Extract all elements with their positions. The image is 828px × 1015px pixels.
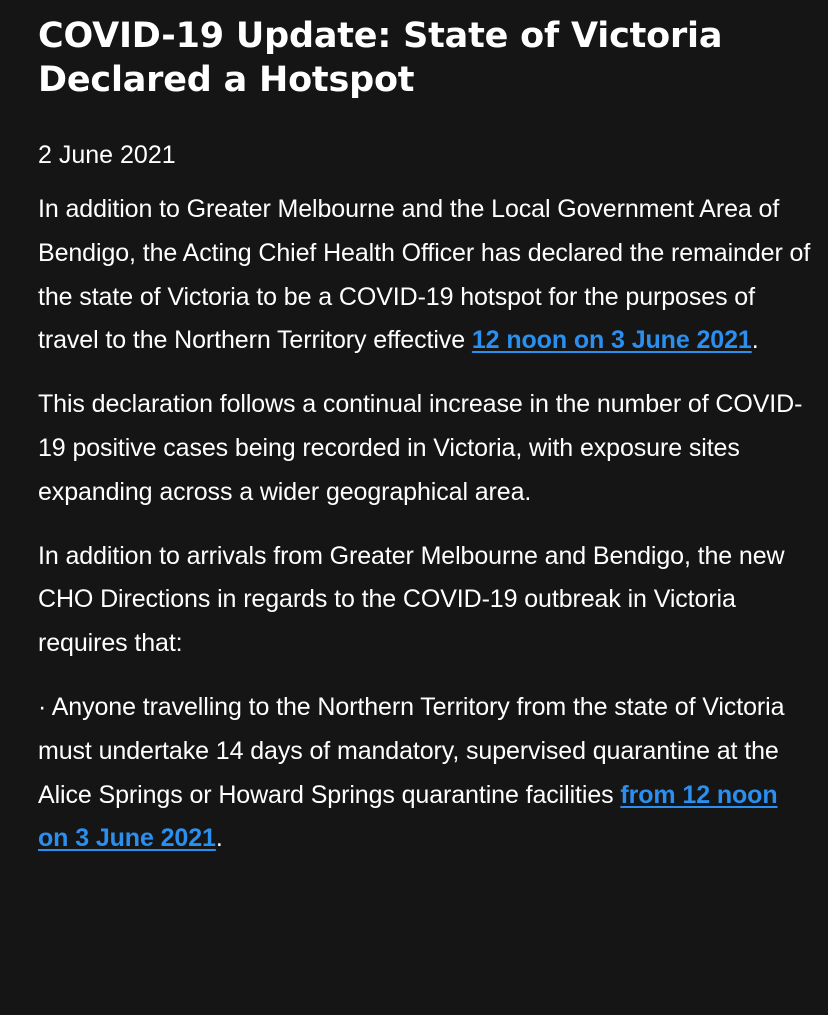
article-date: 2 June 2021 bbox=[38, 141, 176, 169]
article-title: COVID-19 Update: State of Victoria Declared a Hotspot bbox=[38, 16, 723, 100]
paragraph-end: . bbox=[215, 824, 223, 853]
paragraph-text: · Anyone travelling to the Northern Territory from the state of Victoria must undertake 14 days of mandatory, supervised quarantine at the Alice Springs or Howard Springs quarantine facilities bbox=[38, 692, 785, 809]
effective-date-link[interactable]: 12 noon on 3 June 2021 bbox=[471, 326, 752, 355]
paragraph-case-increase bbox=[38, 383, 813, 514]
article bbox=[38, 14, 813, 861]
paragraph-text: In addition to arrivals from Greater Melbourne and Bendigo, the new CHO Directions in regards to the COVID-19 outbreak in Victoria requires that: bbox=[38, 541, 785, 658]
paragraph-hotspot-declaration bbox=[38, 188, 813, 363]
paragraph-cho-directions bbox=[38, 535, 813, 666]
paragraph-text: This declaration follows a continual increase in the number of COVID-19 positive cases being recorded in Victoria, with exposure sites expanding across a wider geographical area. bbox=[38, 390, 803, 506]
paragraph-end: . bbox=[751, 326, 759, 355]
paragraph-quarantine-requirement bbox=[38, 686, 813, 861]
quarantine-date-link[interactable]: from 12 noon on 3 June 2021 bbox=[38, 780, 778, 853]
paragraph-text: In addition to Greater Melbourne and the Local Government Area of Bendigo, the Acting Chief Health Officer has declared the remainder of the state of Victoria to be a COVID-19 hotspot for the purposes of travel to the Northern Territory effective bbox=[38, 195, 811, 355]
